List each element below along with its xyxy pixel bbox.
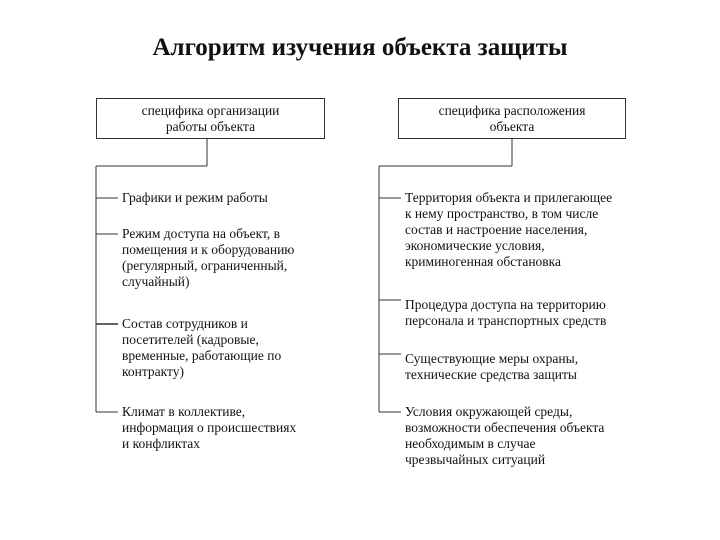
- right-item-access-procedure: Процедура доступа на территорию персонала и транспортных средств: [405, 297, 607, 328]
- left-header-box: [96, 98, 325, 139]
- right-header-text: специфика расположения объекта: [438, 102, 586, 134]
- right-header-box: [398, 98, 626, 139]
- left-item-staff: Состав сотрудников и посетителей (кадровые, временные, работающие по контракту): [122, 316, 282, 379]
- right-item-territory: Территория объекта и прилегающее к нему пространство, в том числе состав и настроение населения, экономические условия, криминогенная обстановка: [405, 190, 613, 269]
- right-item-security-measures: Существующие меры охраны, технические средства защиты: [405, 351, 579, 382]
- left-item-schedule: Графики и режим работы: [122, 190, 268, 205]
- page-title: Алгоритм изучения объекта защиты: [152, 34, 568, 61]
- left-header-text: специфика организации работы объекта: [141, 102, 280, 134]
- right-item-environment: Условия окружающей среды, возможности обеспечения объекта необходимым в случае чрезвычайных ситуаций: [405, 404, 605, 467]
- left-item-climate: Климат в коллективе, информация о происшествиях и конфликтах: [122, 404, 297, 451]
- left-item-access-mode: Режим доступа на объект, в помещения и к оборудованию (регулярный, ограниченный, случайный): [122, 226, 295, 289]
